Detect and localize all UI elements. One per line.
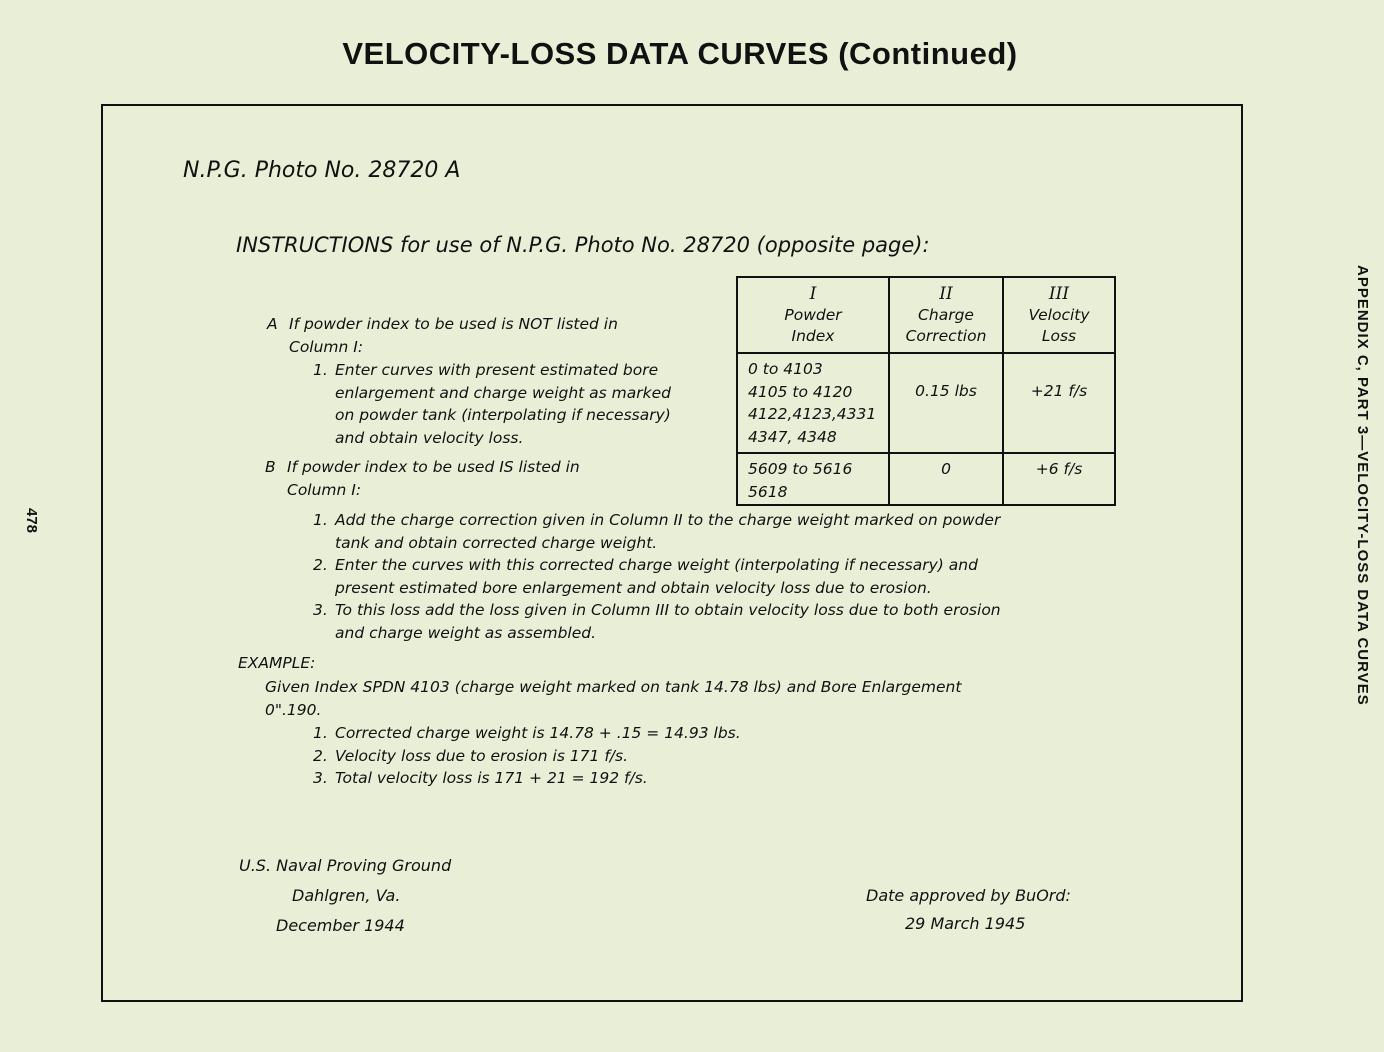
column-header — [737, 277, 889, 353]
column-header — [889, 277, 1003, 353]
example-steps — [313, 722, 741, 790]
table-header-row — [737, 277, 1115, 353]
column-label: Correction — [905, 326, 987, 345]
column-label: Loss — [1041, 326, 1077, 345]
section-b-items — [313, 509, 1001, 644]
section-a-line: If powder index to be used is NOT listed in — [289, 315, 618, 333]
index-value: 4347, 4348 — [748, 427, 837, 446]
item-line: and obtain velocity loss. — [335, 428, 524, 447]
page-number — [22, 508, 42, 548]
item-line: Enter the curves with this corrected charge weight (interpolating if necessary) and — [335, 556, 978, 574]
section-a-line: Column I: — [289, 337, 364, 356]
index-value: 5609 to 5616 — [748, 460, 853, 478]
step-marker: 1. — [313, 724, 328, 742]
example-given-line: Given Index SPDN 4103 (charge weight marked on tank 14.78 lbs) and Bore Enlargement — [265, 678, 962, 696]
example-given-line: 0".190. — [265, 700, 322, 719]
index-value: 0 to 4103 — [748, 360, 823, 378]
section-b-line: Column I: — [287, 480, 362, 499]
index-value: 5618 — [748, 482, 788, 501]
example-label: EXAMPLE: — [238, 654, 316, 672]
table-cell-loss: +6 f/s — [1003, 453, 1115, 505]
column-number: II — [939, 283, 953, 304]
table-cell-correction: 0.15 lbs — [889, 353, 1003, 453]
approval-date: 29 March 1945 — [905, 914, 1026, 933]
step-marker: 3. — [313, 769, 328, 787]
item-marker: 1. — [313, 361, 328, 379]
photo-number: N.P.G. Photo No. 28720 A — [183, 158, 461, 183]
column-number: I — [809, 283, 817, 304]
running-header — [1345, 265, 1375, 785]
item-line: Add the charge correction given in Column II to the charge weight marked on powder — [335, 511, 1001, 529]
section-b — [265, 456, 580, 501]
example-given — [265, 676, 961, 721]
step-marker: 2. — [313, 746, 328, 765]
index-value: 4122,4123,4331 — [748, 405, 877, 423]
section-a-marker: A — [267, 315, 278, 333]
section-b-marker: B — [265, 458, 276, 476]
item-line: present estimated bore enlargement and obtain velocity loss due to erosion. — [335, 578, 932, 597]
column-label: Powder — [784, 305, 842, 324]
running-header-text: APPENDIX C, PART 3—VELOCITY-LOSS DATA CURVES — [1354, 265, 1371, 706]
column-number: III — [1048, 283, 1070, 304]
instructions-title: INSTRUCTIONS for use of N.P.G. Photo No. 28720 (opposite page): — [236, 233, 930, 257]
page-number-text: 478 — [23, 508, 40, 534]
table-row — [737, 353, 1115, 453]
item-line: To this loss add the loss given in Column III to obtain velocity loss due to both erosion — [335, 601, 1001, 619]
signature-org: U.S. Naval Proving Ground — [239, 856, 452, 875]
approval-label: Date approved by BuOrd: — [866, 886, 1071, 905]
item-marker: 1. — [313, 511, 328, 529]
item-line: enlargement and charge weight as marked — [335, 383, 671, 402]
section-b-line: If powder index to be used IS listed in — [287, 458, 580, 476]
signature-date: December 1944 — [276, 916, 405, 935]
column-label: Index — [791, 326, 835, 345]
powder-index-table — [736, 276, 1116, 506]
table-cell-index — [737, 353, 889, 453]
step-text: Velocity loss due to erosion is 171 f/s. — [335, 746, 629, 765]
table-cell-loss: +21 f/s — [1003, 353, 1115, 453]
column-header — [1003, 277, 1115, 353]
column-label: Charge — [918, 305, 974, 324]
item-line: Enter curves with present estimated bore — [335, 361, 659, 379]
item-marker: 3. — [313, 601, 328, 619]
page-title: VELOCITY-LOSS DATA CURVES (Continued) — [342, 36, 1018, 71]
column-label: Velocity — [1028, 305, 1090, 324]
item-line: and charge weight as assembled. — [335, 623, 597, 642]
item-marker: 2. — [313, 556, 328, 574]
table-cell-correction: 0 — [889, 453, 1003, 505]
table-cell-index — [737, 453, 889, 505]
item-line: tank and obtain corrected charge weight. — [335, 533, 658, 552]
table-row — [737, 453, 1115, 505]
step-text: Corrected charge weight is 14.78 + .15 = 14.93 lbs. — [335, 724, 741, 742]
signature-place: Dahlgren, Va. — [292, 886, 401, 905]
step-text: Total velocity loss is 171 + 21 = 192 f/s. — [335, 769, 648, 787]
section-a-item-1 — [313, 359, 671, 449]
item-line: on powder tank (interpolating if necessary) — [335, 406, 671, 424]
index-value: 4105 to 4120 — [748, 382, 853, 401]
section-a — [267, 313, 618, 358]
